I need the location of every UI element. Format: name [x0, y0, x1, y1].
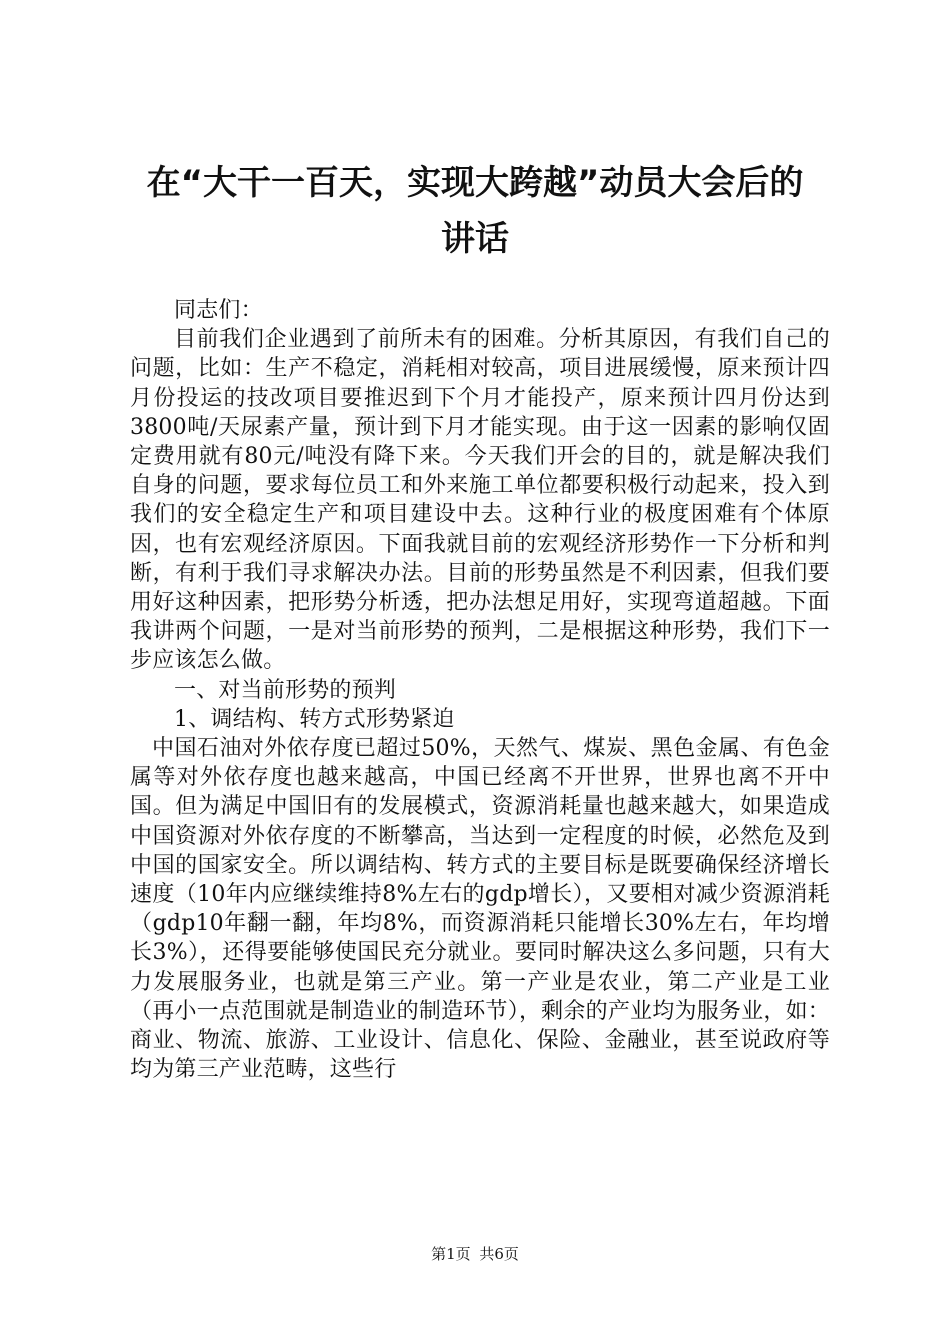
title-line-1: 在“大干一百天，实现大跨越”动员大会后的	[146, 163, 804, 203]
section-heading: 一、对当前形势的预判	[174, 677, 397, 703]
subsection-heading: 1、调结构、转方式形势紧迫	[174, 706, 455, 732]
page-number: 第1页	[431, 1245, 471, 1263]
title-line-2: 讲话	[441, 219, 509, 259]
paragraph-intro: 目前我们企业遇到了前所未有的困难。分析其原因，有我们自己的问题，比如：生产不稳定，消耗相对较高，项目进展缓慢，原来预计四月份投运的技改项目要推迟到下个月才能投产，原来预计四月份达到3800吨/天尿素产量，预计到下月才能实现。由于这一因素的影响仅固定费用就有80元/吨没有降下来。今天我们开会的目的，就是解决我们自身的问题，要求每位员工和外来施工单位都要积极行动起来，投入到我们的安全稳定生产和项目建设中去。这种行业的极度困难有个体原因，也有宏观经济原因。下面我就目前的宏观经济形势作一下分析和判断，有利于我们寻求解决办法。目前的形势虽然是不利因素，但我们要用好这种因素，把形势分析透，把办法想足用好，实现弯道超越。下面我讲两个问题，一是对当前形势的预判，二是根据这种形势，我们下一步应该怎么做。	[130, 327, 830, 674]
paragraph-body: 中国石油对外依存度已超过50%，天然气、煤炭、黑色金属、有色金属等对外依存度也越来越高，中国已经离不开世界，世界也离不开中国。但为满足中国旧有的发展模式，资源消耗量也越来越大，如果造成中国资源对外依存度的不断攀高，当达到一定程度的时候，必然危及到中国的国家安全。所以调结构、转方式的主要目标是既要确保经济增长速度（10年内应继续维持8%左右的gdp增长），又要相对减少资源消耗（gdp10年翻一翻，年均8%，而资源消耗只能增长30%左右，年均增长3%），还得要能够使国民充分就业。要同时解决这么多问题，只有大力发展服务业，也就是第三产业。第一产业是农业，第二产业是工业（再小一点范围就是制造业的制造环节），剩余的产业均为服务业，如：商业、物流、旅游、工业设计、信息化、保险、金融业，甚至说政府等均为第三产业范畴，这些行	[130, 736, 830, 1083]
document-title	[100, 155, 850, 267]
document-body	[130, 296, 830, 1084]
page-total: 共6页	[479, 1245, 519, 1263]
greeting: 同志们：	[174, 298, 263, 323]
page-footer	[0, 1244, 950, 1264]
